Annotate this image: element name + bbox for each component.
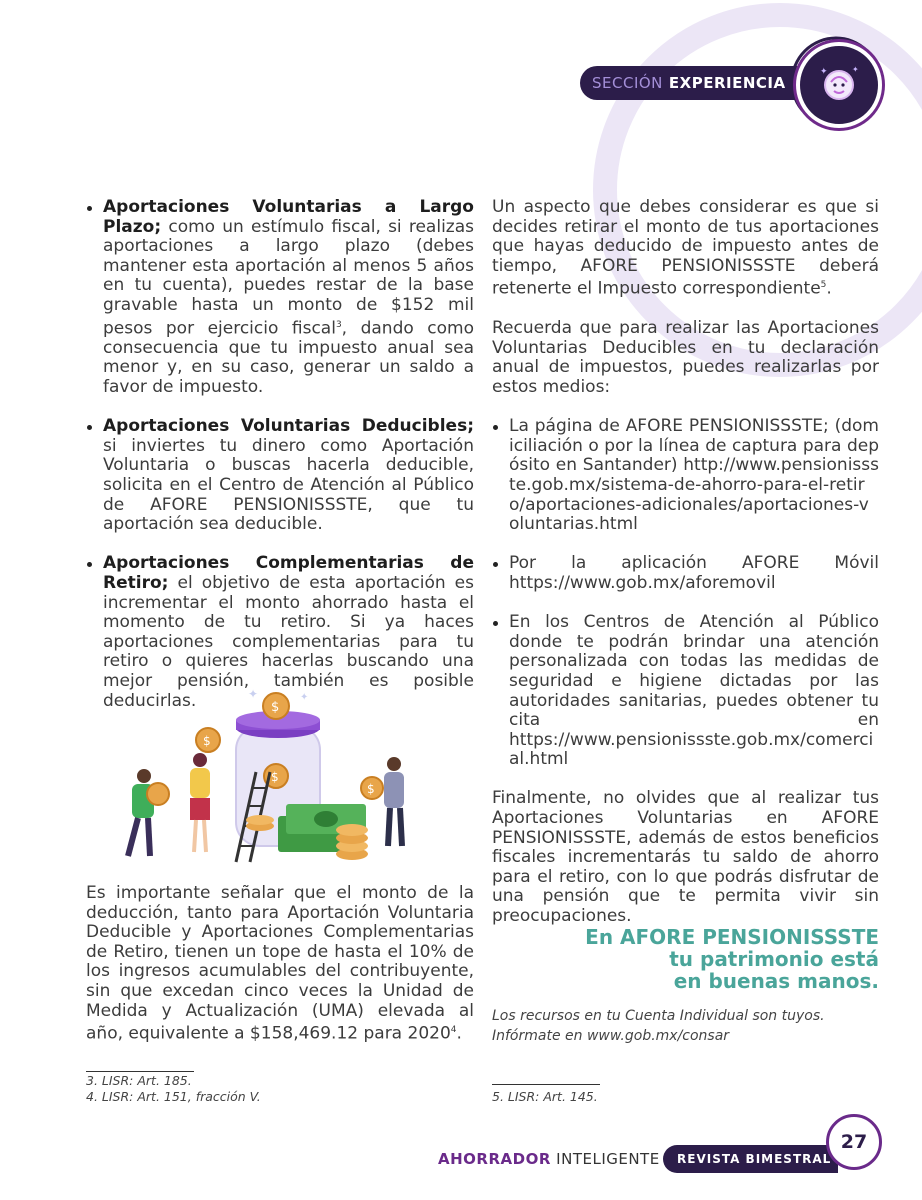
slogan-line: En AFORE PENSIONISSSTE (585, 925, 879, 949)
item-title: Aportaciones Voluntarias Deducibles; (103, 416, 474, 437)
right-column (492, 197, 879, 949)
footnote: 3. LISR: Art. 185. (86, 1073, 192, 1088)
svg-text:$: $ (271, 770, 279, 784)
contribution-channels-list (492, 417, 879, 770)
paragraph (492, 198, 879, 300)
svg-text:$: $ (203, 734, 211, 748)
disclaimer-line: Infórmate en www.gob.mx/consar (492, 1028, 730, 1044)
slogan (492, 926, 879, 992)
svg-text:$: $ (367, 782, 375, 796)
item-title: Aportaciones Complementarias de Retiro; (103, 553, 474, 593)
svg-text:$: $ (271, 700, 280, 715)
brain-piggybank-icon (796, 42, 882, 128)
svg-text:✦: ✦ (300, 692, 309, 703)
footnote-ref: 4 (450, 1025, 457, 1036)
paragraph: Recuerda que para realizar las Aportaciones Voluntarias Deducibles en tu declaración anual de impuestos, puedes realizarlas por estos medios: (492, 318, 879, 397)
disclaimer-line: Los recursos en tu Cuenta Individual son tuyos. (492, 1008, 825, 1024)
savings-jar-illustration (110, 676, 440, 872)
list-item (86, 417, 474, 535)
item-title: Aportaciones Voluntarias a Largo Plazo; (103, 197, 474, 237)
magazine-brand (438, 1150, 660, 1168)
list-item (492, 554, 879, 593)
list-item (86, 198, 474, 398)
svg-text:✦: ✦ (852, 65, 859, 74)
brand-light: INTELIGENTE (556, 1150, 660, 1168)
magazine-tab: REVISTA BIMESTRAL (663, 1145, 838, 1173)
paragraph: Finalmente, no olvides que al realizar tus Aportaciones Voluntarias en AFORE PENSIONISSSTE, además de estos beneficios fiscales incrementarás tu saldo de ahorro para el retiro, con lo que podrás disfrutar de una pensión que te permita vivir sin preocupaciones. (492, 788, 879, 927)
list-item (492, 613, 879, 770)
item-text: si inviertes tu dinero como Aportación Voluntaria o buscas hacerla deducible, solicita en el Centro de Atención al Público de AFORE PENSIONISSSTE, que tu aportación sea deducible. (103, 435, 474, 535)
section-label: SECCIÓN (592, 74, 663, 92)
section-tab (580, 66, 830, 100)
svg-text:✦: ✦ (248, 687, 259, 701)
item-text: En los Centros de Atención al Público donde te podrán brindar una atención personalizada con todas las medidas de seguridad e higiene dictadas por las autoridades sanitarias, puedes obtener tu cita en https://www.pensionissste.gob.mx/comercial.html (509, 612, 879, 770)
disclaimer (492, 1006, 879, 1046)
item-text: La página de AFORE PENSIONISSSTE; (domiciliación o por la línea de captura para depósito en Santander) http://www.pensionissste.gob.mx/sistema-de-ahorro-para-el-retiro/aportaciones-adicionales/aportaciones-voluntarias.html (509, 416, 879, 535)
item-text-end: , dando como consecuencia que tu impuesto anual sea menor y, en su caso, generar un saldo a favor de impuesto. (103, 318, 474, 397)
slogan-line: tu patrimonio está (669, 947, 879, 971)
note-end: . (456, 1023, 462, 1044)
footnote: 4. LISR: Art. 151, fracción V. (86, 1089, 261, 1104)
deduction-types-list (86, 198, 474, 711)
note-text: Es importante señalar que el monto de la deducción, tanto para Aportación Voluntaria Deducible y Aportaciones Complementarias de Retiro, tienen un tope de hasta el 10% de los ingresos acumulables del contribuyente, sin que excedan cinco veces la Unidad de Medida y Actualización (UMA) elevada al año, equivalente a $158,469.12 para 2020 (86, 883, 474, 1044)
deduction-limit-paragraph (86, 884, 474, 1044)
footnote-rule (86, 1071, 194, 1072)
section-title: EXPERIENCIA (668, 74, 786, 92)
left-column (86, 198, 474, 731)
paragraph-text: Un aspecto que debes considerar es que si decides retirar el monto de tus aportaciones que hayas deducido de impuesto antes de tiempo, AFORE PENSIONISSSTE deberá retenerte el Impuesto correspondiente (492, 197, 879, 300)
item-text: Por la aplicación AFORE Móvil https://www.gob.mx/aforemovil (509, 553, 879, 593)
brand-bold: AHORRADOR (438, 1150, 551, 1168)
slogan-line: en buenas manos. (673, 969, 879, 993)
svg-text:✦: ✦ (820, 67, 828, 77)
footnote-rule (492, 1084, 600, 1085)
paragraph-end: . (826, 279, 832, 300)
footnote-ref: 5 (820, 280, 827, 291)
item-text: el objetivo de esta aportación es incrementar el monto ahorrado hasta el momento de tu retiro. Si ya haces aportaciones complementarias para tu retiro o quieres hacerlas buscando una mejor pensión, también es posible deducirlas. (103, 572, 474, 711)
footnote-ref: 3 (335, 319, 342, 330)
footnote: 5. LISR: Art. 145. (492, 1089, 598, 1104)
item-text: como un estímulo fiscal, si realizas aportaciones a largo plazo (debes mantener esta aportación al menos 5 años en tu cuenta), puedes restar de la base gravable hasta un monto de $152 mil pesos por ejercicio fiscal (103, 216, 474, 339)
list-item (492, 417, 879, 535)
page-number: 27 (826, 1114, 882, 1170)
